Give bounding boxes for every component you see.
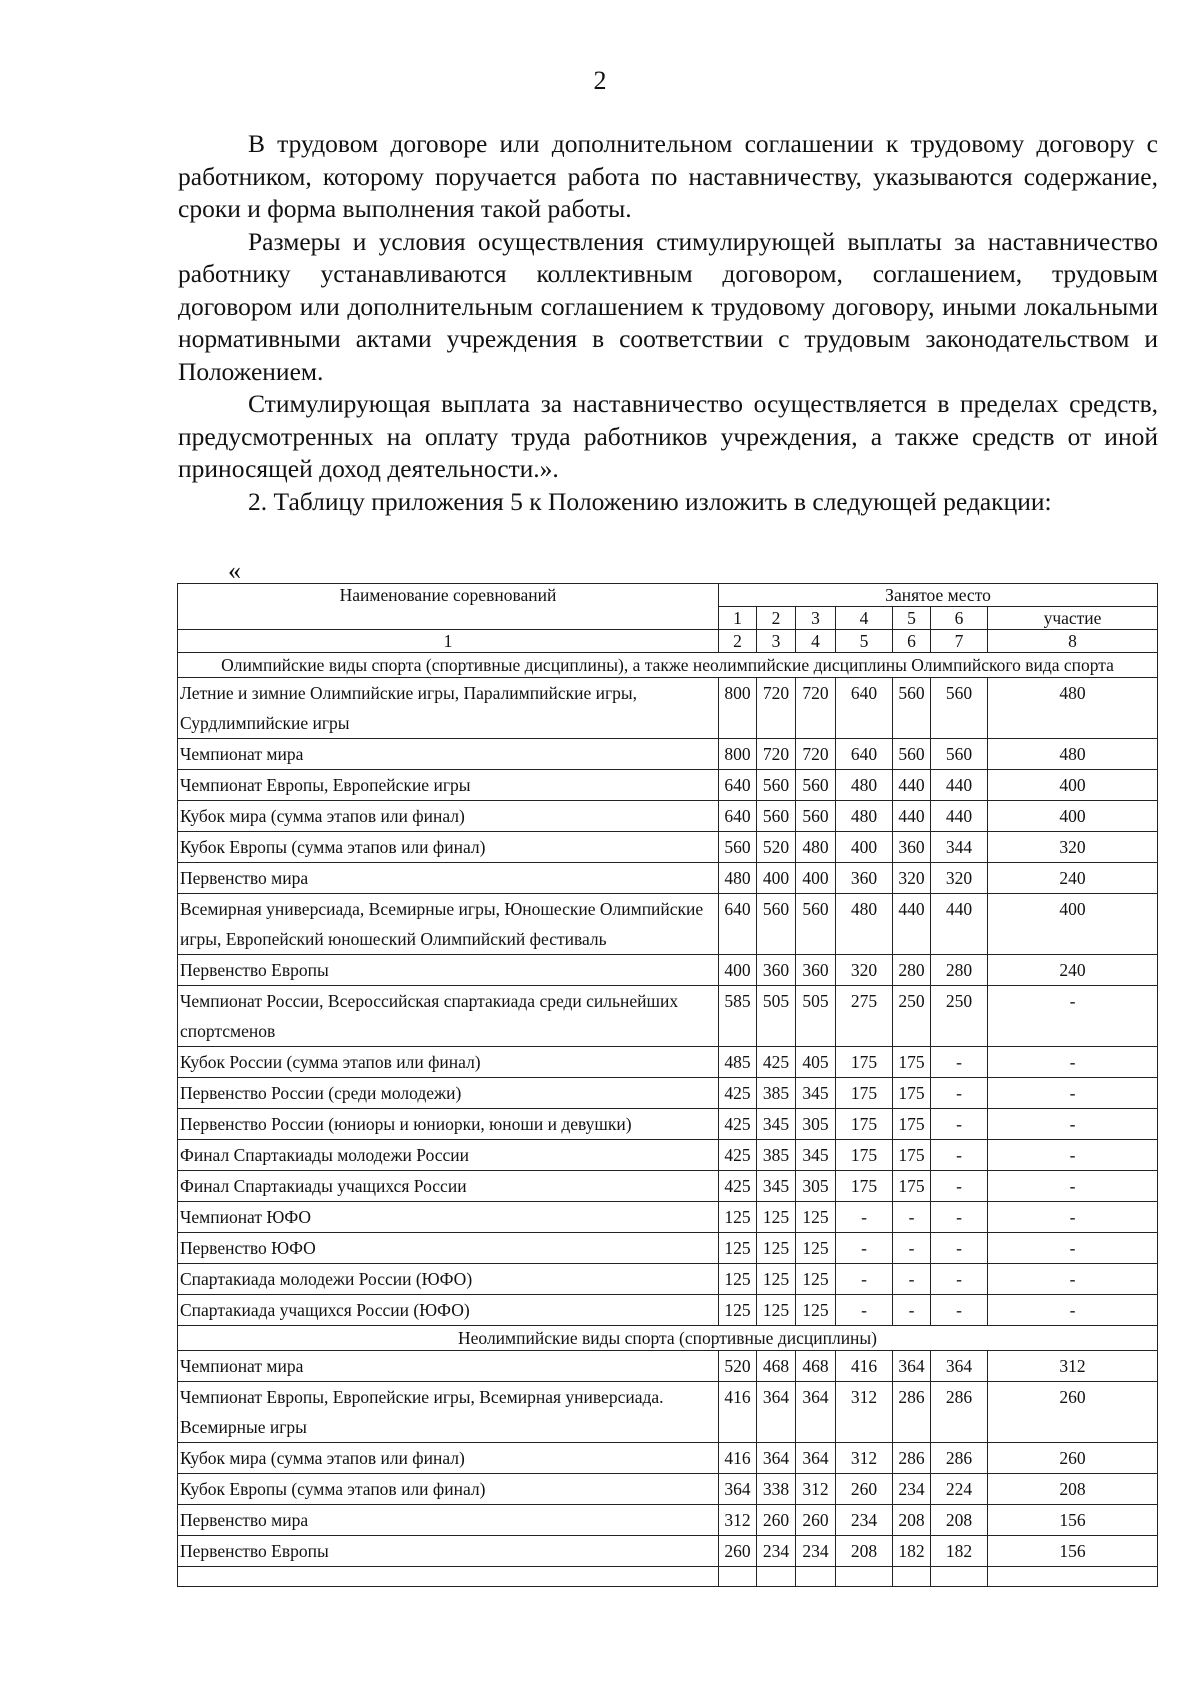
table-row: [178, 955, 1158, 986]
points-place-4: 234: [836, 1505, 893, 1536]
points-place-2: 345: [757, 1109, 796, 1140]
competition-name: Чемпионат ЮФО: [178, 1202, 719, 1233]
points-place-7: 312: [988, 1351, 1158, 1382]
header-place-6: 6: [931, 607, 988, 630]
points-place-1: 125: [719, 1264, 757, 1295]
paragraph-payment-conditions: Размеры и условия осуществления стимулирующей выплаты за наставничество работнику устанавливаются коллективным договором, соглашением, трудовым договором или дополнительным соглашением к трудовому договору, иными локальными нормативными актами учреждения в соответствии с трудовым законодательством и Положением.: [178, 226, 1158, 386]
points-place-7: 240: [988, 955, 1158, 986]
competition-name: Первенство мира: [178, 1505, 719, 1536]
points-place-2: 234: [757, 1536, 796, 1567]
table-row: [178, 832, 1158, 863]
points-place-1: 416: [719, 1382, 757, 1443]
table-row: [178, 678, 1158, 739]
points-place-4: 175: [836, 1047, 893, 1078]
points-place-6: 280: [931, 955, 988, 986]
points-place-1: 312: [719, 1505, 757, 1536]
points-place-5: -: [893, 1264, 931, 1295]
points-place-3: 364: [796, 1443, 836, 1474]
points-place-5: 360: [893, 832, 931, 863]
points-place-6: 208: [931, 1505, 988, 1536]
points-place-3: 305: [796, 1171, 836, 1202]
points-place-2: 720: [757, 678, 796, 739]
points-place-1: 520: [719, 1351, 757, 1382]
points-place-5: 286: [893, 1443, 931, 1474]
points-place-3: 560: [796, 770, 836, 801]
points-place-3: 125: [796, 1233, 836, 1264]
points-place-5: 560: [893, 739, 931, 770]
competition-name: Кубок мира (сумма этапов или финал): [178, 801, 719, 832]
points-place-1: 640: [719, 770, 757, 801]
competition-name: Спартакиада молодежи России (ЮФО): [178, 1264, 719, 1295]
points-place-5: 440: [893, 801, 931, 832]
points-place-4: 640: [836, 678, 893, 739]
points-place-7: 260: [988, 1443, 1158, 1474]
points-place-6: -: [931, 1078, 988, 1109]
points-place-7: -: [988, 1171, 1158, 1202]
points-place-3: 560: [796, 801, 836, 832]
competition-name: Летние и зимние Олимпийские игры, Паралимпийские игры, Сурдлимпийские игры: [178, 678, 719, 739]
points-place-4: -: [836, 1202, 893, 1233]
points-place-1: 125: [719, 1233, 757, 1264]
header-competition-name: Наименование соревнований: [178, 584, 719, 630]
points-place-7: 260: [988, 1382, 1158, 1443]
points-place-5: 440: [893, 894, 931, 955]
points-place-5: 175: [893, 1109, 931, 1140]
points-place-3: 400: [796, 863, 836, 894]
points-place-4: 175: [836, 1109, 893, 1140]
points-place-4: 312: [836, 1382, 893, 1443]
points-place-4: 312: [836, 1443, 893, 1474]
points-place-1: 480: [719, 863, 757, 894]
points-place-6: -: [931, 1140, 988, 1171]
competition-name: Первенство мира: [178, 863, 719, 894]
points-place-3: 234: [796, 1536, 836, 1567]
points-place-5: 182: [893, 1536, 931, 1567]
paragraph-mentoring-contract: В трудовом договоре или дополнительном соглашении к трудовому договору с работником, которому поручается работа по наставничеству, указываются содержание, сроки и форма выполнения такой работы.: [178, 129, 1158, 223]
competition-name: Кубок мира (сумма этапов или финал): [178, 1443, 719, 1474]
section-title: Неолимпийские виды спорта (спортивные дисциплины): [178, 1326, 1158, 1351]
points-place-7: 480: [988, 678, 1158, 739]
points-place-3: 345: [796, 1140, 836, 1171]
points-place-7: 400: [988, 770, 1158, 801]
points-place-5: -: [893, 1202, 931, 1233]
table-row: [178, 1078, 1158, 1109]
competition-name: Чемпионат мира: [178, 1351, 719, 1382]
points-place-6: 344: [931, 832, 988, 863]
points-place-4: 360: [836, 863, 893, 894]
column-number-7: 7: [931, 630, 988, 653]
header-place-2: 2: [757, 607, 796, 630]
points-place-6: 364: [931, 1351, 988, 1382]
points-place-2: 468: [757, 1351, 796, 1382]
table-row: [178, 1140, 1158, 1171]
points-place-3: 405: [796, 1047, 836, 1078]
points-place-1: 425: [719, 1140, 757, 1171]
points-place-6: 250: [931, 986, 988, 1047]
section-title: Олимпийские виды спорта (спортивные дисциплины), а также неолимпийские дисциплины Олимпийского вида спорта: [178, 653, 1158, 678]
points-place-7: 208: [988, 1474, 1158, 1505]
points-place-6: -: [931, 1233, 988, 1264]
competition-name: Первенство Европы: [178, 955, 719, 986]
points-place-3: 345: [796, 1078, 836, 1109]
points-place-1: 800: [719, 739, 757, 770]
points-place-1: 364: [719, 1474, 757, 1505]
points-place-5: 320: [893, 863, 931, 894]
column-number-6: 6: [893, 630, 931, 653]
points-place-4: 400: [836, 832, 893, 863]
points-place-3: 305: [796, 1109, 836, 1140]
points-place-7: -: [988, 1264, 1158, 1295]
header-place-5: 5: [893, 607, 931, 630]
points-place-3: 364: [796, 1382, 836, 1443]
points-place-5: 440: [893, 770, 931, 801]
points-place-4: 175: [836, 1140, 893, 1171]
table-row: [178, 739, 1158, 770]
competition-name: Чемпионат Европы, Европейские игры: [178, 770, 719, 801]
points-place-1: 640: [719, 894, 757, 955]
points-place-2: 385: [757, 1078, 796, 1109]
points-place-7: 240: [988, 863, 1158, 894]
column-number-5: 5: [836, 630, 893, 653]
points-place-3: 720: [796, 678, 836, 739]
competition-name: Первенство России (юниоры и юниорки, юноши и девушки): [178, 1109, 719, 1140]
paragraph-payment-funds: Стимулирующая выплата за наставничество осуществляется в пределах средств, предусмотренных на оплату труда работников учреждения, а также средств от иной приносящей доход деятельности.».: [178, 389, 1158, 483]
table-row: [178, 801, 1158, 832]
points-place-7: -: [988, 1202, 1158, 1233]
header-place-taken: Занятое место: [719, 584, 1158, 607]
table-end-row: [178, 1567, 1158, 1587]
points-place-7: 156: [988, 1505, 1158, 1536]
points-place-7: 400: [988, 801, 1158, 832]
table-row: [178, 1202, 1158, 1233]
column-number-3: 3: [757, 630, 796, 653]
points-place-4: -: [836, 1295, 893, 1326]
points-place-2: 125: [757, 1264, 796, 1295]
points-place-2: 338: [757, 1474, 796, 1505]
points-place-5: 175: [893, 1140, 931, 1171]
table-row: [178, 1474, 1158, 1505]
points-place-3: 125: [796, 1202, 836, 1233]
table-row: [178, 863, 1158, 894]
points-place-2: 364: [757, 1443, 796, 1474]
competition-name: Всемирная универсиада, Всемирные игры, Юношеские Олимпийские игры, Европейский юношеский Олимпийский фестиваль: [178, 894, 719, 955]
points-place-2: 125: [757, 1295, 796, 1326]
table-row: [178, 1295, 1158, 1326]
competition-name: Чемпионат России, Всероссийская спартакиада среди сильнейших спортсменов: [178, 986, 719, 1047]
points-place-7: 320: [988, 832, 1158, 863]
points-place-6: 182: [931, 1536, 988, 1567]
header-place-3: 3: [796, 607, 836, 630]
points-place-7: 400: [988, 894, 1158, 955]
table-row: [178, 1443, 1158, 1474]
points-place-2: 125: [757, 1202, 796, 1233]
points-place-7: -: [988, 1295, 1158, 1326]
points-place-6: -: [931, 1264, 988, 1295]
points-place-1: 560: [719, 832, 757, 863]
competition-rates-table: [177, 583, 1158, 1587]
table-row: [178, 1351, 1158, 1382]
competition-name: Чемпионат Европы, Европейские игры, Всемирная универсиада. Всемирные игры: [178, 1382, 719, 1443]
table-row: [178, 1171, 1158, 1202]
table-row: [178, 986, 1158, 1047]
points-place-4: 480: [836, 894, 893, 955]
points-place-2: 560: [757, 770, 796, 801]
column-number-1: 1: [178, 630, 719, 653]
points-place-6: 286: [931, 1443, 988, 1474]
points-place-2: 720: [757, 739, 796, 770]
points-place-5: 364: [893, 1351, 931, 1382]
competition-name: Кубок России (сумма этапов или финал): [178, 1047, 719, 1078]
section-header-row: [178, 1326, 1158, 1351]
competition-name: Чемпионат мира: [178, 739, 719, 770]
competition-name: Кубок Европы (сумма этапов или финал): [178, 1474, 719, 1505]
points-place-3: 260: [796, 1505, 836, 1536]
points-place-6: -: [931, 1295, 988, 1326]
points-place-4: -: [836, 1233, 893, 1264]
points-place-4: 640: [836, 739, 893, 770]
points-place-5: -: [893, 1233, 931, 1264]
points-place-3: 560: [796, 894, 836, 955]
table-row: [178, 1382, 1158, 1443]
points-place-1: 416: [719, 1443, 757, 1474]
points-place-7: 480: [988, 739, 1158, 770]
points-place-2: 364: [757, 1382, 796, 1443]
points-place-7: 156: [988, 1536, 1158, 1567]
competition-name: Первенство России (среди молодежи): [178, 1078, 719, 1109]
points-place-5: 175: [893, 1047, 931, 1078]
points-place-4: 175: [836, 1171, 893, 1202]
points-place-4: -: [836, 1264, 893, 1295]
points-place-2: 360: [757, 955, 796, 986]
points-place-2: 425: [757, 1047, 796, 1078]
points-place-1: 800: [719, 678, 757, 739]
points-place-6: 560: [931, 678, 988, 739]
points-place-2: 505: [757, 986, 796, 1047]
competition-name: Финал Спартакиады молодежи России: [178, 1140, 719, 1171]
points-place-5: 234: [893, 1474, 931, 1505]
points-place-6: 440: [931, 894, 988, 955]
points-place-6: 224: [931, 1474, 988, 1505]
header-place-4: 4: [836, 607, 893, 630]
points-place-6: -: [931, 1171, 988, 1202]
points-place-7: -: [988, 1047, 1158, 1078]
table-row: [178, 1047, 1158, 1078]
points-place-5: 250: [893, 986, 931, 1047]
points-place-4: 275: [836, 986, 893, 1047]
points-place-6: 440: [931, 801, 988, 832]
points-place-1: 425: [719, 1078, 757, 1109]
points-place-3: 505: [796, 986, 836, 1047]
points-place-3: 720: [796, 739, 836, 770]
body-text: [178, 128, 1158, 518]
column-number-2: 2: [719, 630, 757, 653]
points-place-6: 440: [931, 770, 988, 801]
points-place-7: -: [988, 1078, 1158, 1109]
points-place-3: 468: [796, 1351, 836, 1382]
points-place-6: -: [931, 1047, 988, 1078]
points-place-3: 125: [796, 1295, 836, 1326]
points-place-6: 320: [931, 863, 988, 894]
points-place-5: 560: [893, 678, 931, 739]
paragraph-table-intro: 2. Таблицу приложения 5 к Положению изложить в следующей редакции:: [248, 486, 1052, 516]
column-number-8: 8: [988, 630, 1158, 653]
points-place-1: 425: [719, 1171, 757, 1202]
points-place-3: 312: [796, 1474, 836, 1505]
points-place-7: -: [988, 1140, 1158, 1171]
points-place-4: 480: [836, 770, 893, 801]
table-row: [178, 1109, 1158, 1140]
competition-name: Первенство ЮФО: [178, 1233, 719, 1264]
opening-quote: «: [228, 556, 241, 585]
points-place-4: 175: [836, 1078, 893, 1109]
points-place-7: -: [988, 1109, 1158, 1140]
points-place-5: -: [893, 1295, 931, 1326]
points-place-4: 320: [836, 955, 893, 986]
points-place-5: 208: [893, 1505, 931, 1536]
points-place-2: 125: [757, 1233, 796, 1264]
points-place-2: 260: [757, 1505, 796, 1536]
table-row: [178, 770, 1158, 801]
points-place-5: 175: [893, 1078, 931, 1109]
header-place-7: участие: [988, 607, 1158, 630]
table-row: [178, 1536, 1158, 1567]
points-place-2: 400: [757, 863, 796, 894]
competition-name: Кубок Европы (сумма этапов или финал): [178, 832, 719, 863]
section-header-row: [178, 653, 1158, 678]
points-place-5: 280: [893, 955, 931, 986]
points-place-1: 640: [719, 801, 757, 832]
points-place-4: 208: [836, 1536, 893, 1567]
table-row: [178, 1233, 1158, 1264]
points-place-1: 485: [719, 1047, 757, 1078]
points-place-1: 400: [719, 955, 757, 986]
header-place-1: 1: [719, 607, 757, 630]
table-row: [178, 894, 1158, 955]
competition-name: Спартакиада учащихся России (ЮФО): [178, 1295, 719, 1326]
points-place-1: 260: [719, 1536, 757, 1567]
page-number: 2: [593, 66, 607, 95]
points-place-4: 480: [836, 801, 893, 832]
points-place-1: 585: [719, 986, 757, 1047]
points-place-2: 520: [757, 832, 796, 863]
points-place-5: 286: [893, 1382, 931, 1443]
table-body: [178, 653, 1158, 1567]
table-row: [178, 1264, 1158, 1295]
table-row: [178, 1505, 1158, 1536]
points-place-5: 175: [893, 1171, 931, 1202]
points-place-7: -: [988, 986, 1158, 1047]
points-place-6: 560: [931, 739, 988, 770]
points-place-7: -: [988, 1233, 1158, 1264]
column-number-4: 4: [796, 630, 836, 653]
points-place-1: 425: [719, 1109, 757, 1140]
competition-name: Первенство Европы: [178, 1536, 719, 1567]
points-place-4: 416: [836, 1351, 893, 1382]
points-place-2: 385: [757, 1140, 796, 1171]
points-place-1: 125: [719, 1202, 757, 1233]
points-place-2: 560: [757, 801, 796, 832]
points-place-6: -: [931, 1202, 988, 1233]
points-place-6: 286: [931, 1382, 988, 1443]
points-place-3: 360: [796, 955, 836, 986]
points-place-3: 125: [796, 1264, 836, 1295]
points-place-4: 260: [836, 1474, 893, 1505]
points-place-2: 345: [757, 1171, 796, 1202]
header-column-numbers-row: [178, 630, 1158, 653]
points-place-2: 560: [757, 894, 796, 955]
points-place-6: -: [931, 1109, 988, 1140]
competition-name: Финал Спартакиады учащихся России: [178, 1171, 719, 1202]
points-place-1: 125: [719, 1295, 757, 1326]
points-place-3: 480: [796, 832, 836, 863]
